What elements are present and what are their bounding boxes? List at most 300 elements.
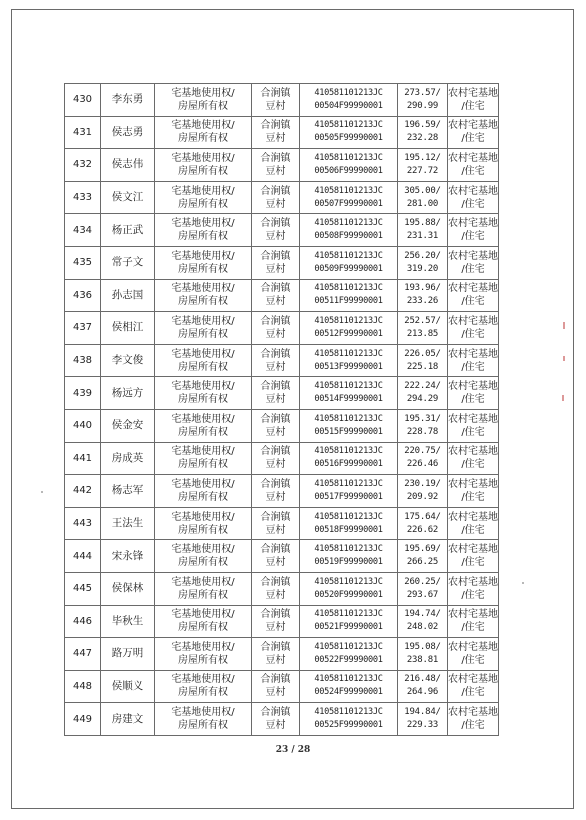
area-value-line: 195.69/ xyxy=(404,544,441,555)
owner-name-cell: 杨志军 xyxy=(101,475,155,508)
owner-name-cell: 房建文 xyxy=(101,703,155,736)
land-use-cell xyxy=(448,344,499,377)
right-type-cell xyxy=(155,279,252,312)
right-type-line: 房屋所有权 xyxy=(178,524,228,536)
location-line: 合涧镇 xyxy=(260,120,291,132)
table-row xyxy=(65,703,499,736)
location-cell xyxy=(252,507,300,540)
unit-code-line: 00516F99990001 xyxy=(314,459,383,470)
right-type-cell xyxy=(155,344,252,377)
right-type-line: 房屋所有权 xyxy=(178,557,228,569)
row-number-cell: 433 xyxy=(65,181,101,214)
table-row xyxy=(65,149,499,182)
location-line: 豆村 xyxy=(265,557,286,569)
location-line: 豆村 xyxy=(265,720,286,732)
land-use-line: /住宅 xyxy=(461,491,485,503)
right-type-cell xyxy=(155,84,252,117)
location-line: 豆村 xyxy=(265,491,286,503)
unit-code-cell xyxy=(300,377,398,410)
owner-name-cell: 杨正武 xyxy=(101,214,155,247)
right-type-line: 房屋所有权 xyxy=(178,198,228,210)
land-use-line: 农村宅基地 xyxy=(448,381,498,393)
unit-code-line: 410581101213JC xyxy=(314,478,383,489)
area-value-line: 231.31 xyxy=(406,231,439,242)
land-use-line: 农村宅基地 xyxy=(448,283,498,295)
unit-code-line: 410581101213JC xyxy=(314,283,383,294)
area-value-cell xyxy=(398,246,448,279)
land-use-line: 农村宅基地 xyxy=(448,120,498,132)
right-type-line: 房屋所有权 xyxy=(178,687,228,699)
right-type-line: 宅基地使用权/ xyxy=(171,283,235,295)
unit-code-cell xyxy=(300,279,398,312)
area-value-line: 225.18 xyxy=(406,361,439,372)
owner-name-cell: 常子文 xyxy=(101,246,155,279)
location-cell xyxy=(252,344,300,377)
owner-name-cell: 毕秋生 xyxy=(101,605,155,638)
unit-code-line: 00508F99990001 xyxy=(314,231,383,242)
table-row xyxy=(65,377,499,410)
area-value-line: 222.24/ xyxy=(404,381,441,392)
right-type-line: 宅基地使用权/ xyxy=(171,348,235,360)
land-use-cell xyxy=(448,312,499,345)
land-use-line: /住宅 xyxy=(461,263,485,275)
unit-code-cell xyxy=(300,149,398,182)
right-type-line: 房屋所有权 xyxy=(178,394,228,406)
table-row xyxy=(65,475,499,508)
land-use-cell xyxy=(448,149,499,182)
table-row xyxy=(65,181,499,214)
land-use-cell xyxy=(448,605,499,638)
right-type-cell xyxy=(155,181,252,214)
unit-code-cell xyxy=(300,344,398,377)
right-type-line: 宅基地使用权/ xyxy=(171,250,235,262)
area-value-cell xyxy=(398,279,448,312)
land-use-line: /住宅 xyxy=(461,622,485,634)
unit-code-cell xyxy=(300,638,398,671)
unit-code-line: 410581101213JC xyxy=(314,185,383,196)
row-number-cell: 449 xyxy=(65,703,101,736)
location-line: 合涧镇 xyxy=(260,185,291,197)
land-use-line: 农村宅基地 xyxy=(448,315,498,327)
owner-name-cell: 侯保林 xyxy=(101,572,155,605)
right-type-line: 宅基地使用权/ xyxy=(171,576,235,588)
location-line: 豆村 xyxy=(265,328,286,340)
location-cell xyxy=(252,84,300,117)
owner-name-cell: 侯文江 xyxy=(101,181,155,214)
right-type-line: 宅基地使用权/ xyxy=(171,185,235,197)
area-value-cell xyxy=(398,377,448,410)
area-value-line: 195.31/ xyxy=(404,413,441,424)
row-number-cell: 434 xyxy=(65,214,101,247)
area-value-line: 175.64/ xyxy=(404,511,441,522)
unit-code-cell xyxy=(300,540,398,573)
location-cell xyxy=(252,116,300,149)
land-use-line: 农村宅基地 xyxy=(448,576,498,588)
location-cell xyxy=(252,638,300,671)
area-value-line: 293.67 xyxy=(406,589,439,600)
land-use-line: /住宅 xyxy=(461,296,485,308)
table-row xyxy=(65,572,499,605)
land-use-line: 农村宅基地 xyxy=(448,413,498,425)
right-type-line: 房屋所有权 xyxy=(178,426,228,438)
unit-code-cell xyxy=(300,605,398,638)
location-line: 豆村 xyxy=(265,426,286,438)
location-line: 合涧镇 xyxy=(260,87,291,99)
unit-code-line: 00518F99990001 xyxy=(314,524,383,535)
row-number-cell: 446 xyxy=(65,605,101,638)
land-use-line: /住宅 xyxy=(461,557,485,569)
unit-code-cell xyxy=(300,507,398,540)
unit-code-cell xyxy=(300,116,398,149)
right-type-cell xyxy=(155,703,252,736)
land-use-cell xyxy=(448,279,499,312)
area-value-cell xyxy=(398,638,448,671)
land-use-line: 农村宅基地 xyxy=(448,544,498,556)
unit-code-line: 00512F99990001 xyxy=(314,328,383,339)
unit-code-line: 410581101213JC xyxy=(314,381,383,392)
area-value-line: 195.08/ xyxy=(404,641,441,652)
land-use-cell xyxy=(448,475,499,508)
area-value-line: 228.78 xyxy=(406,426,439,437)
land-use-line: 农村宅基地 xyxy=(448,446,498,458)
owner-name-cell: 李文俊 xyxy=(101,344,155,377)
unit-code-line: 410581101213JC xyxy=(314,120,383,131)
area-value-line: 290.99 xyxy=(406,100,439,111)
location-cell xyxy=(252,442,300,475)
location-line: 豆村 xyxy=(265,263,286,275)
location-cell xyxy=(252,312,300,345)
table-row xyxy=(65,442,499,475)
location-line: 合涧镇 xyxy=(260,576,291,588)
location-cell xyxy=(252,475,300,508)
unit-code-cell xyxy=(300,409,398,442)
registry-table xyxy=(64,83,499,736)
area-value-cell xyxy=(398,540,448,573)
land-use-cell xyxy=(448,703,499,736)
right-type-cell xyxy=(155,442,252,475)
land-use-cell xyxy=(448,572,499,605)
scan-speck xyxy=(563,356,565,361)
owner-name-cell: 杨远方 xyxy=(101,377,155,410)
unit-code-cell xyxy=(300,84,398,117)
unit-code-line: 410581101213JC xyxy=(314,152,383,163)
right-type-line: 宅基地使用权/ xyxy=(171,218,235,230)
area-value-cell xyxy=(398,181,448,214)
land-use-line: 农村宅基地 xyxy=(448,250,498,262)
owner-name-cell: 房成英 xyxy=(101,442,155,475)
unit-code-line: 410581101213JC xyxy=(314,250,383,261)
area-value-line: 233.26 xyxy=(406,296,439,307)
location-line: 豆村 xyxy=(265,687,286,699)
area-value-line: 195.88/ xyxy=(404,218,441,229)
area-value-line: 229.33 xyxy=(406,720,439,731)
row-number-cell: 432 xyxy=(65,149,101,182)
location-line: 合涧镇 xyxy=(260,641,291,653)
unit-code-line: 410581101213JC xyxy=(314,511,383,522)
unit-code-cell xyxy=(300,214,398,247)
right-type-cell xyxy=(155,214,252,247)
right-type-line: 宅基地使用权/ xyxy=(171,544,235,556)
owner-name-cell: 孙志国 xyxy=(101,279,155,312)
location-line: 豆村 xyxy=(265,622,286,634)
land-use-cell xyxy=(448,507,499,540)
land-use-line: /住宅 xyxy=(461,165,485,177)
unit-code-line: 00521F99990001 xyxy=(314,622,383,633)
right-type-cell xyxy=(155,572,252,605)
unit-code-line: 410581101213JC xyxy=(314,413,383,424)
right-type-cell xyxy=(155,638,252,671)
row-number-cell: 436 xyxy=(65,279,101,312)
unit-code-line: 410581101213JC xyxy=(314,348,383,359)
right-type-cell xyxy=(155,116,252,149)
location-cell xyxy=(252,377,300,410)
table-row xyxy=(65,312,499,345)
area-value-line: 226.46 xyxy=(406,459,439,470)
land-use-line: 农村宅基地 xyxy=(448,87,498,99)
location-line: 合涧镇 xyxy=(260,707,291,719)
location-line: 合涧镇 xyxy=(260,283,291,295)
location-line: 豆村 xyxy=(265,165,286,177)
unit-code-line: 00514F99990001 xyxy=(314,394,383,405)
land-use-line: 农村宅基地 xyxy=(448,609,498,621)
land-use-line: /住宅 xyxy=(461,687,485,699)
unit-code-line: 00515F99990001 xyxy=(314,426,383,437)
unit-code-line: 00520F99990001 xyxy=(314,589,383,600)
unit-code-cell xyxy=(300,246,398,279)
land-use-line: 农村宅基地 xyxy=(448,218,498,230)
land-use-cell xyxy=(448,181,499,214)
right-type-cell xyxy=(155,670,252,703)
right-type-cell xyxy=(155,312,252,345)
location-line: 合涧镇 xyxy=(260,218,291,230)
unit-code-line: 410581101213JC xyxy=(314,87,383,98)
land-use-line: 农村宅基地 xyxy=(448,707,498,719)
right-type-cell xyxy=(155,540,252,573)
location-cell xyxy=(252,572,300,605)
right-type-line: 房屋所有权 xyxy=(178,459,228,471)
area-value-line: 266.25 xyxy=(406,557,439,568)
owner-name-cell: 侯顺义 xyxy=(101,670,155,703)
table-row xyxy=(65,214,499,247)
unit-code-line: 00506F99990001 xyxy=(314,165,383,176)
area-value-cell xyxy=(398,605,448,638)
location-cell xyxy=(252,149,300,182)
table-row xyxy=(65,605,499,638)
table-row xyxy=(65,246,499,279)
right-type-line: 房屋所有权 xyxy=(178,231,228,243)
right-type-line: 房屋所有权 xyxy=(178,720,228,732)
right-type-line: 宅基地使用权/ xyxy=(171,413,235,425)
area-value-line: 264.96 xyxy=(406,687,439,698)
area-value-line: 196.59/ xyxy=(404,120,441,131)
row-number-cell: 440 xyxy=(65,409,101,442)
table-row xyxy=(65,670,499,703)
unit-code-cell xyxy=(300,670,398,703)
location-cell xyxy=(252,605,300,638)
owner-name-cell: 李东勇 xyxy=(101,84,155,117)
row-number-cell: 448 xyxy=(65,670,101,703)
owner-name-cell: 宋永锋 xyxy=(101,540,155,573)
right-type-line: 宅基地使用权/ xyxy=(171,152,235,164)
land-use-line: /住宅 xyxy=(461,654,485,666)
area-value-line: 256.20/ xyxy=(404,250,441,261)
unit-code-line: 410581101213JC xyxy=(314,544,383,555)
owner-name-cell: 侯志勇 xyxy=(101,116,155,149)
land-use-line: /住宅 xyxy=(461,426,485,438)
owner-name-cell: 侯志伟 xyxy=(101,149,155,182)
land-use-line: /住宅 xyxy=(461,394,485,406)
table-row xyxy=(65,279,499,312)
location-line: 豆村 xyxy=(265,361,286,373)
row-number-cell: 443 xyxy=(65,507,101,540)
right-type-line: 宅基地使用权/ xyxy=(171,478,235,490)
land-use-line: 农村宅基地 xyxy=(448,185,498,197)
right-type-line: 宅基地使用权/ xyxy=(171,446,235,458)
unit-code-line: 410581101213JC xyxy=(314,707,383,718)
unit-code-cell xyxy=(300,312,398,345)
location-line: 合涧镇 xyxy=(260,348,291,360)
land-use-line: 农村宅基地 xyxy=(448,641,498,653)
location-cell xyxy=(252,181,300,214)
area-value-line: 194.84/ xyxy=(404,707,441,718)
right-type-line: 房屋所有权 xyxy=(178,263,228,275)
location-line: 合涧镇 xyxy=(260,674,291,686)
location-cell xyxy=(252,214,300,247)
area-value-line: 227.72 xyxy=(406,165,439,176)
unit-code-cell xyxy=(300,442,398,475)
unit-code-line: 00525F99990001 xyxy=(314,720,383,731)
row-number-cell: 441 xyxy=(65,442,101,475)
area-value-line: 260.25/ xyxy=(404,576,441,587)
area-value-cell xyxy=(398,312,448,345)
land-use-line: 农村宅基地 xyxy=(448,478,498,490)
table-row xyxy=(65,84,499,117)
right-type-line: 房屋所有权 xyxy=(178,491,228,503)
scan-speck xyxy=(562,395,564,401)
area-value-line: 230.19/ xyxy=(404,478,441,489)
page-number: 23 / 28 xyxy=(275,745,311,755)
location-line: 合涧镇 xyxy=(260,609,291,621)
right-type-line: 宅基地使用权/ xyxy=(171,609,235,621)
area-value-cell xyxy=(398,116,448,149)
unit-code-line: 00509F99990001 xyxy=(314,263,383,274)
area-value-cell xyxy=(398,703,448,736)
land-use-line: /住宅 xyxy=(461,589,485,601)
land-use-line: 农村宅基地 xyxy=(448,511,498,523)
unit-code-line: 410581101213JC xyxy=(314,641,383,652)
location-cell xyxy=(252,703,300,736)
right-type-cell xyxy=(155,507,252,540)
owner-name-cell: 王法生 xyxy=(101,507,155,540)
location-line: 豆村 xyxy=(265,100,286,112)
land-use-line: 农村宅基地 xyxy=(448,674,498,686)
location-cell xyxy=(252,246,300,279)
area-value-cell xyxy=(398,149,448,182)
area-value-line: 226.62 xyxy=(406,524,439,535)
land-use-line: 农村宅基地 xyxy=(448,152,498,164)
location-line: 豆村 xyxy=(265,231,286,243)
location-line: 豆村 xyxy=(265,133,286,145)
area-value-cell xyxy=(398,670,448,703)
table-row xyxy=(65,540,499,573)
area-value-line: 252.57/ xyxy=(404,315,441,326)
unit-code-cell xyxy=(300,703,398,736)
land-use-line: /住宅 xyxy=(461,133,485,145)
area-value-line: 319.20 xyxy=(406,263,439,274)
right-type-line: 宅基地使用权/ xyxy=(171,707,235,719)
right-type-line: 房屋所有权 xyxy=(178,654,228,666)
land-use-line: /住宅 xyxy=(461,198,485,210)
scan-speck xyxy=(563,322,565,329)
right-type-line: 房屋所有权 xyxy=(178,328,228,340)
scan-speck xyxy=(41,491,43,493)
right-type-line: 宅基地使用权/ xyxy=(171,641,235,653)
row-number-cell: 437 xyxy=(65,312,101,345)
location-line: 合涧镇 xyxy=(260,315,291,327)
location-line: 合涧镇 xyxy=(260,478,291,490)
land-use-cell xyxy=(448,246,499,279)
row-number-cell: 438 xyxy=(65,344,101,377)
land-use-cell xyxy=(448,84,499,117)
unit-code-line: 00507F99990001 xyxy=(314,198,383,209)
unit-code-line: 00522F99990001 xyxy=(314,654,383,665)
land-use-line: /住宅 xyxy=(461,720,485,732)
table-row xyxy=(65,116,499,149)
area-value-line: 238.81 xyxy=(406,654,439,665)
location-line: 豆村 xyxy=(265,394,286,406)
area-value-line: 209.92 xyxy=(406,491,439,502)
owner-name-cell: 路万明 xyxy=(101,638,155,671)
table-row xyxy=(65,638,499,671)
unit-code-line: 00519F99990001 xyxy=(314,557,383,568)
row-number-cell: 447 xyxy=(65,638,101,671)
unit-code-line: 00517F99990001 xyxy=(314,491,383,502)
right-type-line: 宅基地使用权/ xyxy=(171,120,235,132)
unit-code-line: 00511F99990001 xyxy=(314,296,383,307)
unit-code-line: 00513F99990001 xyxy=(314,361,383,372)
area-value-cell xyxy=(398,572,448,605)
right-type-line: 宅基地使用权/ xyxy=(171,511,235,523)
area-value-cell xyxy=(398,475,448,508)
land-use-cell xyxy=(448,540,499,573)
location-line: 合涧镇 xyxy=(260,250,291,262)
location-line: 合涧镇 xyxy=(260,446,291,458)
unit-code-cell xyxy=(300,181,398,214)
land-use-cell xyxy=(448,214,499,247)
area-value-line: 248.02 xyxy=(406,622,439,633)
unit-code-line: 410581101213JC xyxy=(314,609,383,620)
land-use-cell xyxy=(448,409,499,442)
row-number-cell: 435 xyxy=(65,246,101,279)
area-value-line: 193.96/ xyxy=(404,283,441,294)
unit-code-line: 00504F99990001 xyxy=(314,100,383,111)
land-use-line: /住宅 xyxy=(461,361,485,373)
right-type-line: 房屋所有权 xyxy=(178,589,228,601)
table-row xyxy=(65,344,499,377)
area-value-line: 273.57/ xyxy=(404,87,441,98)
location-line: 合涧镇 xyxy=(260,544,291,556)
land-use-cell xyxy=(448,442,499,475)
owner-name-cell: 侯金安 xyxy=(101,409,155,442)
area-value-line: 294.29 xyxy=(406,394,439,405)
right-type-line: 宅基地使用权/ xyxy=(171,315,235,327)
land-use-line: /住宅 xyxy=(461,231,485,243)
row-number-cell: 445 xyxy=(65,572,101,605)
right-type-line: 房屋所有权 xyxy=(178,100,228,112)
owner-name-cell: 侯相江 xyxy=(101,312,155,345)
land-use-cell xyxy=(448,377,499,410)
unit-code-cell xyxy=(300,475,398,508)
